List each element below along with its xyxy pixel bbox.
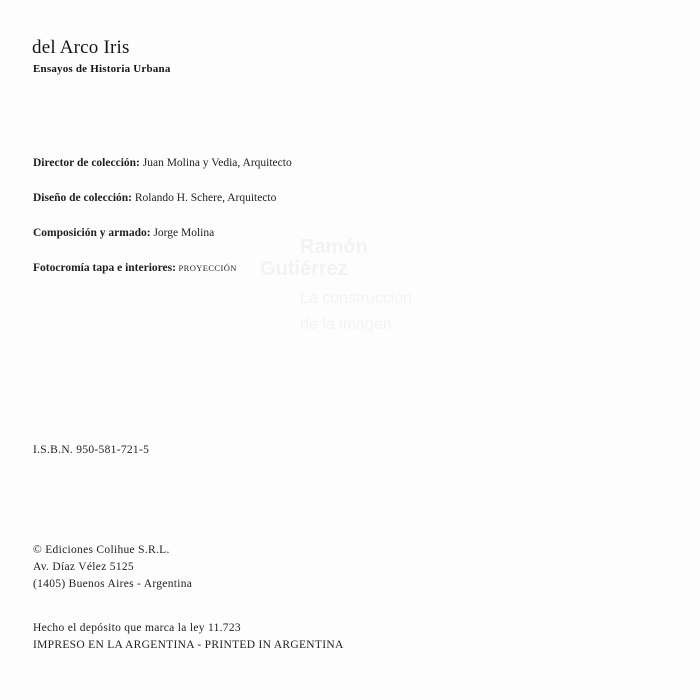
show-through-text xyxy=(300,316,392,334)
printed-in: IMPRESO EN LA ARGENTINA - PRINTED IN ARGENTINA xyxy=(33,639,344,651)
credit-value: PROYECCIÓN xyxy=(175,263,237,273)
credit-label: Director de colección: xyxy=(33,157,140,169)
credit-director xyxy=(33,157,292,169)
credit-label: Fotocromía tapa e interiores: xyxy=(33,262,176,274)
credit-label: Diseño de colección: xyxy=(33,192,133,204)
show-through-text xyxy=(260,258,348,281)
credit-value: Jorge Molina xyxy=(150,227,215,239)
isbn: I.S.B.N. 950-581-721-5 xyxy=(33,444,150,456)
credit-label: Composición y armado: xyxy=(33,227,151,239)
show-through-text xyxy=(300,236,368,259)
series-title: del Arco Iris xyxy=(32,37,130,58)
publisher-city: (1405) Buenos Aires - Argentina xyxy=(33,578,193,590)
credit-value: Rolando H. Schere, Arquitecto xyxy=(132,192,277,204)
credit-design xyxy=(33,192,276,204)
credit-composition xyxy=(33,227,214,239)
show-through-text xyxy=(300,290,412,308)
credit-value: Juan Molina y Vedia, Arquitecto xyxy=(139,157,292,169)
publisher-address: Av. Díaz Vélez 5125 xyxy=(33,561,134,573)
credit-photochrome xyxy=(33,262,237,274)
series-subtitle: Ensayos de Historia Urbana xyxy=(33,63,171,75)
legal-deposit: Hecho el depósito que marca la ley 11.723 xyxy=(33,622,241,634)
publisher-name: © Ediciones Colihue S.R.L. xyxy=(33,544,170,556)
